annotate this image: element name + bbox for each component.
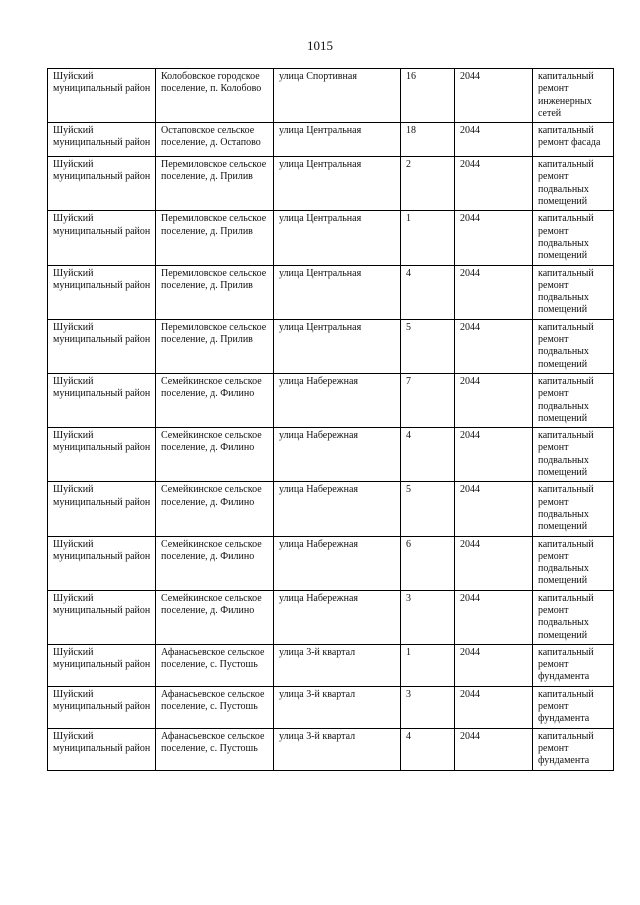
work-type-cell: капитальный ремонт подвальных помещений bbox=[533, 265, 614, 319]
street-cell: улица Центральная bbox=[274, 211, 401, 265]
district-cell: Шуйский муниципальный район bbox=[48, 373, 156, 427]
table-row bbox=[48, 373, 614, 427]
street-cell: улица Спортивная bbox=[274, 69, 401, 123]
district-cell: Шуйский муниципальный район bbox=[48, 536, 156, 590]
year-cell: 2044 bbox=[455, 536, 533, 590]
work-type-cell: капитальный ремонт фасада bbox=[533, 123, 614, 157]
page-number: 1015 bbox=[307, 38, 333, 53]
district-cell: Шуйский муниципальный район bbox=[48, 69, 156, 123]
settlement-cell: Семейкинское сельское поселение, д. Филино bbox=[156, 536, 274, 590]
house-number-cell: 4 bbox=[401, 265, 455, 319]
district-cell: Шуйский муниципальный район bbox=[48, 211, 156, 265]
street-cell: улица 3-й квартал bbox=[274, 728, 401, 770]
settlement-cell: Семейкинское сельское поселение, д. Филино bbox=[156, 428, 274, 482]
street-cell: улица Центральная bbox=[274, 319, 401, 373]
house-number-cell: 2 bbox=[401, 157, 455, 211]
house-number-cell: 1 bbox=[401, 211, 455, 265]
work-type-cell: капитальный ремонт подвальных помещений bbox=[533, 590, 614, 644]
year-cell: 2044 bbox=[455, 319, 533, 373]
house-number-cell: 5 bbox=[401, 482, 455, 536]
year-cell: 2044 bbox=[455, 157, 533, 211]
settlement-cell: Колобовское городское поселение, п. Колобово bbox=[156, 69, 274, 123]
settlement-cell: Перемиловское сельское поселение, д. Прилив bbox=[156, 319, 274, 373]
year-cell: 2044 bbox=[455, 644, 533, 686]
table-row bbox=[48, 482, 614, 536]
work-type-cell: капитальный ремонт подвальных помещений bbox=[533, 373, 614, 427]
work-type-cell: капитальный ремонт подвальных помещений bbox=[533, 211, 614, 265]
district-cell: Шуйский муниципальный район bbox=[48, 482, 156, 536]
house-number-cell: 1 bbox=[401, 644, 455, 686]
district-cell: Шуйский муниципальный район bbox=[48, 590, 156, 644]
table-row bbox=[48, 686, 614, 728]
year-cell: 2044 bbox=[455, 482, 533, 536]
year-cell: 2044 bbox=[455, 265, 533, 319]
district-cell: Шуйский муниципальный район bbox=[48, 319, 156, 373]
district-cell: Шуйский муниципальный район bbox=[48, 428, 156, 482]
work-type-cell: капитальный ремонт подвальных помещений bbox=[533, 482, 614, 536]
district-cell: Шуйский муниципальный район bbox=[48, 644, 156, 686]
work-type-cell: капитальный ремонт подвальных помещений bbox=[533, 319, 614, 373]
house-number-cell: 5 bbox=[401, 319, 455, 373]
year-cell: 2044 bbox=[455, 428, 533, 482]
district-cell: Шуйский муниципальный район bbox=[48, 123, 156, 157]
year-cell: 2044 bbox=[455, 686, 533, 728]
house-number-cell: 4 bbox=[401, 728, 455, 770]
district-cell: Шуйский муниципальный район bbox=[48, 265, 156, 319]
street-cell: улица Набережная bbox=[274, 536, 401, 590]
work-type-cell: капитальный ремонт подвальных помещений bbox=[533, 428, 614, 482]
settlement-cell: Афанасьевское сельское поселение, с. Пустошь bbox=[156, 644, 274, 686]
house-number-cell: 6 bbox=[401, 536, 455, 590]
street-cell: улица Набережная bbox=[274, 590, 401, 644]
house-number-cell: 18 bbox=[401, 123, 455, 157]
house-number-cell: 16 bbox=[401, 69, 455, 123]
house-number-cell: 7 bbox=[401, 373, 455, 427]
year-cell: 2044 bbox=[455, 590, 533, 644]
street-cell: улица Центральная bbox=[274, 265, 401, 319]
work-type-cell: капитальный ремонт подвальных помещений bbox=[533, 157, 614, 211]
work-type-cell: капитальный ремонт фундамента bbox=[533, 686, 614, 728]
settlement-cell: Афанасьевское сельское поселение, с. Пустошь bbox=[156, 728, 274, 770]
settlement-cell: Семейкинское сельское поселение, д. Филино bbox=[156, 590, 274, 644]
street-cell: улица Центральная bbox=[274, 123, 401, 157]
settlement-cell: Афанасьевское сельское поселение, с. Пустошь bbox=[156, 686, 274, 728]
house-number-cell: 4 bbox=[401, 428, 455, 482]
year-cell: 2044 bbox=[455, 211, 533, 265]
district-cell: Шуйский муниципальный район bbox=[48, 728, 156, 770]
street-cell: улица 3-й квартал bbox=[274, 644, 401, 686]
work-type-cell: капитальный ремонт инженерных сетей bbox=[533, 69, 614, 123]
work-type-cell: капитальный ремонт фундамента bbox=[533, 644, 614, 686]
year-cell: 2044 bbox=[455, 69, 533, 123]
street-cell: улица Набережная bbox=[274, 482, 401, 536]
settlement-cell: Перемиловское сельское поселение, д. Прилив bbox=[156, 211, 274, 265]
table-row bbox=[48, 536, 614, 590]
year-cell: 2044 bbox=[455, 373, 533, 427]
street-cell: улица Набережная bbox=[274, 373, 401, 427]
settlement-cell: Перемиловское сельское поселение, д. Прилив bbox=[156, 157, 274, 211]
table-row bbox=[48, 728, 614, 770]
table-row bbox=[48, 644, 614, 686]
table-row bbox=[48, 319, 614, 373]
district-cell: Шуйский муниципальный район bbox=[48, 686, 156, 728]
street-cell: улица Центральная bbox=[274, 157, 401, 211]
table-row bbox=[48, 123, 614, 157]
table-row bbox=[48, 428, 614, 482]
district-cell: Шуйский муниципальный район bbox=[48, 157, 156, 211]
table-row bbox=[48, 69, 614, 123]
work-type-cell: капитальный ремонт подвальных помещений bbox=[533, 536, 614, 590]
table-row bbox=[48, 590, 614, 644]
housing-repair-table bbox=[47, 68, 614, 771]
settlement-cell: Семейкинское сельское поселение, д. Филино bbox=[156, 373, 274, 427]
street-cell: улица Набережная bbox=[274, 428, 401, 482]
work-type-cell: капитальный ремонт фундамента bbox=[533, 728, 614, 770]
table-row bbox=[48, 265, 614, 319]
table-row bbox=[48, 157, 614, 211]
settlement-cell: Перемиловское сельское поселение, д. Прилив bbox=[156, 265, 274, 319]
year-cell: 2044 bbox=[455, 123, 533, 157]
house-number-cell: 3 bbox=[401, 686, 455, 728]
house-number-cell: 3 bbox=[401, 590, 455, 644]
settlement-cell: Семейкинское сельское поселение, д. Филино bbox=[156, 482, 274, 536]
year-cell: 2044 bbox=[455, 728, 533, 770]
table-row bbox=[48, 211, 614, 265]
settlement-cell: Остаповское сельское поселение, д. Остапово bbox=[156, 123, 274, 157]
street-cell: улица 3-й квартал bbox=[274, 686, 401, 728]
